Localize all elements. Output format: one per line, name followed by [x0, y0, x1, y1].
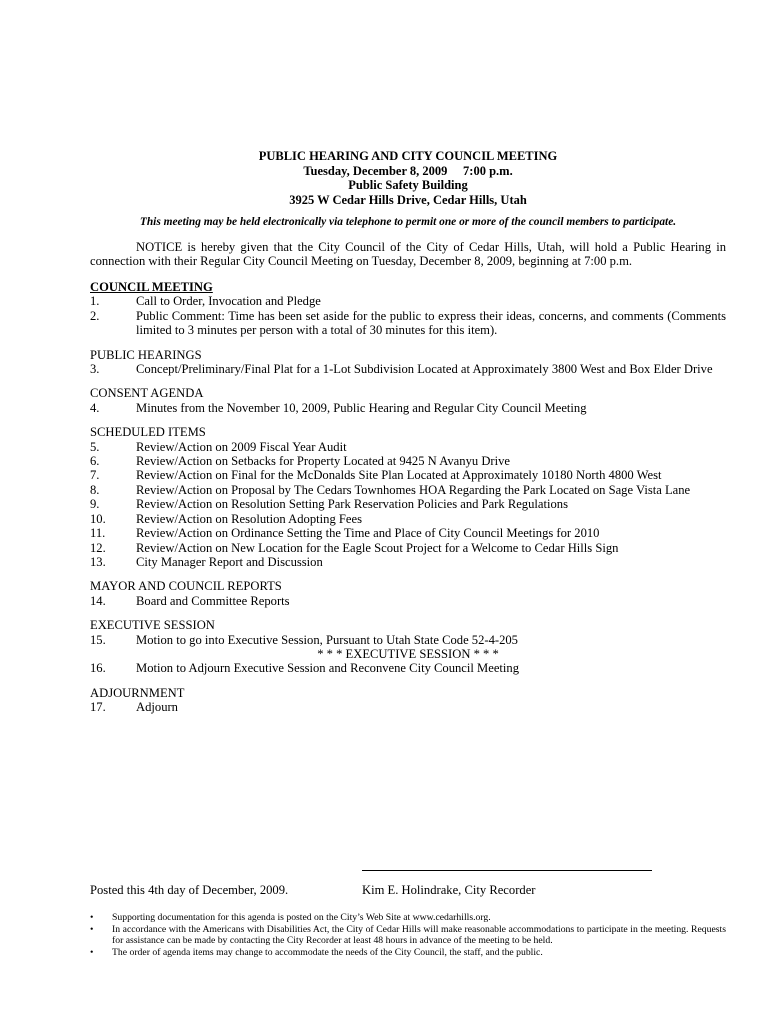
footnotes	[90, 912, 726, 958]
meeting-building: Public Safety Building	[348, 178, 468, 192]
item-text: Board and Committee Reports	[136, 593, 290, 608]
item-text: City Manager Report and Discussion	[136, 554, 323, 569]
item-number: 16.	[90, 661, 106, 676]
item-number: 6.	[90, 454, 100, 469]
agenda-page	[90, 149, 726, 715]
footnote-item	[90, 912, 726, 924]
bullet-icon: •	[90, 912, 94, 923]
agenda-item	[90, 483, 726, 497]
posted-date: Posted this 4th day of December, 2009.	[90, 883, 289, 897]
executive-session-marker: * * * EXECUTIVE SESSION * * *	[317, 646, 499, 661]
section-title: EXECUTIVE SESSION	[90, 618, 215, 633]
footnote-text: In accordance with the Americans with Disabilities Act, the City of Cedar Hills will make reasonable accommodations to participate in the meeting. Requests for assistance can be made by contacting the City Recorder at least 48 hours in advance of the meeting to be held.	[112, 923, 726, 947]
section-mayor-council-reports	[90, 579, 726, 608]
item-number: 7.	[90, 468, 100, 483]
agenda-item	[90, 497, 726, 511]
item-number: 4.	[90, 400, 100, 415]
agenda-item	[90, 468, 726, 482]
item-number: 12.	[90, 540, 106, 555]
footnote-text: Supporting documentation for this agenda is posted on the City’s Web Site at www.cedarhills.org.	[112, 912, 491, 923]
item-number: 10.	[90, 511, 106, 526]
agenda-item	[90, 309, 726, 338]
section-scheduled-items	[90, 425, 726, 569]
agenda-item	[90, 541, 726, 555]
section-title: MAYOR AND COUNCIL REPORTS	[90, 579, 282, 594]
city-recorder: Kim E. Holindrake, City Recorder	[362, 883, 536, 897]
public-notice: NOTICE is hereby given that the City Council of the City of Cedar Hills, Utah, will hold a Public Hearing in connection with their Regular City Council Meeting on Tuesday, December 8, 2009, beginning at 7:00 p.m.	[90, 240, 726, 268]
section-public-hearings	[90, 348, 726, 377]
signature-line	[362, 870, 652, 871]
meeting-title: PUBLIC HEARING AND CITY COUNCIL MEETING	[258, 149, 558, 163]
agenda-item	[90, 440, 726, 454]
item-number: 1.	[90, 294, 100, 309]
item-number: 14.	[90, 593, 106, 608]
item-number: 2.	[90, 308, 100, 323]
section-title: SCHEDULED ITEMS	[90, 425, 206, 440]
agenda-item	[90, 594, 726, 608]
item-number: 13.	[90, 554, 106, 569]
item-text: Review/Action on Setbacks for Property Located at 9425 N Avanyu Drive	[136, 454, 510, 469]
meeting-address: 3925 W Cedar Hills Drive, Cedar Hills, Utah	[289, 192, 527, 207]
item-number: 5.	[90, 439, 100, 454]
section-consent-agenda	[90, 386, 726, 415]
electronic-notice: This meeting may be held electronically via telephone to permit one or more of the council members to participate.	[139, 216, 677, 228]
section-adjournment	[90, 686, 726, 715]
agenda-item	[90, 526, 726, 540]
item-text: Motion to Adjourn Executive Session and Reconvene City Council Meeting	[136, 661, 520, 676]
item-text: Review/Action on Resolution Setting Park Reservation Policies and Park Regulations	[136, 497, 568, 512]
item-text: Review/Action on Proposal by The Cedars Townhomes HOA Regarding the Park Located on Sage Vista Lane	[136, 482, 691, 497]
agenda-item	[90, 555, 726, 569]
bullet-icon: •	[90, 946, 94, 958]
agenda-item	[90, 700, 726, 714]
section-title: ADJOURNMENT	[90, 685, 185, 700]
agenda-item	[90, 401, 726, 415]
section-council-meeting	[90, 280, 726, 338]
item-number: 3.	[90, 362, 100, 377]
section-executive-session	[90, 618, 726, 676]
footnote-item	[90, 947, 726, 959]
footnote-text: The order of agenda items may change to accommodate the needs of the City Council, the staff, and the public.	[112, 946, 543, 958]
bullet-icon: •	[90, 923, 94, 935]
item-text: Review/Action on Resolution Adopting Fees	[136, 511, 362, 526]
item-text: Review/Action on 2009 Fiscal Year Audit	[136, 439, 347, 454]
footnote-item	[90, 924, 726, 947]
section-title: COUNCIL MEETING	[90, 280, 213, 294]
item-text: Concept/Preliminary/Final Plat for a 1-Lot Subdivision Located at Approximately 3800 West and Box Elder Drive	[136, 362, 713, 377]
item-text: Motion to go into Executive Session, Pursuant to Utah State Code 52-4-205	[136, 632, 518, 647]
item-text: Call to Order, Invocation and Pledge	[136, 294, 321, 309]
agenda-item	[90, 661, 726, 675]
item-text: Review/Action on New Location for the Eagle Scout Project for a Welcome to Cedar Hills Sign	[136, 540, 619, 555]
item-number: 8.	[90, 482, 100, 497]
agenda-item	[90, 512, 726, 526]
agenda-item	[90, 294, 726, 308]
item-text: Public Comment: Time has been set aside for the public to express their ideas, concerns, and comments (Comments limited to 3 minutes per person with a total of 30 minutes for this item).	[136, 308, 726, 338]
item-number: 9.	[90, 497, 100, 512]
item-text: Minutes from the November 10, 2009, Public Hearing and Regular City Council Meeting	[136, 400, 587, 415]
agenda-item	[90, 362, 726, 376]
item-number: 15.	[90, 632, 106, 647]
item-number: 11.	[90, 526, 106, 541]
section-title: PUBLIC HEARINGS	[90, 347, 202, 362]
item-number: 17.	[90, 700, 106, 715]
item-text: Review/Action on Final for the McDonalds Site Plan Located at Approximately 10180 North 4800 West	[136, 468, 662, 483]
item-text: Review/Action on Ordinance Setting the Time and Place of City Council Meetings for 2010	[136, 526, 600, 541]
agenda-item	[90, 633, 726, 647]
agenda-item	[90, 454, 726, 468]
item-text: Adjourn	[136, 700, 178, 715]
section-title: CONSENT AGENDA	[90, 386, 204, 401]
meeting-date-time: Tuesday, December 8, 2009 7:00 p.m.	[303, 163, 513, 178]
